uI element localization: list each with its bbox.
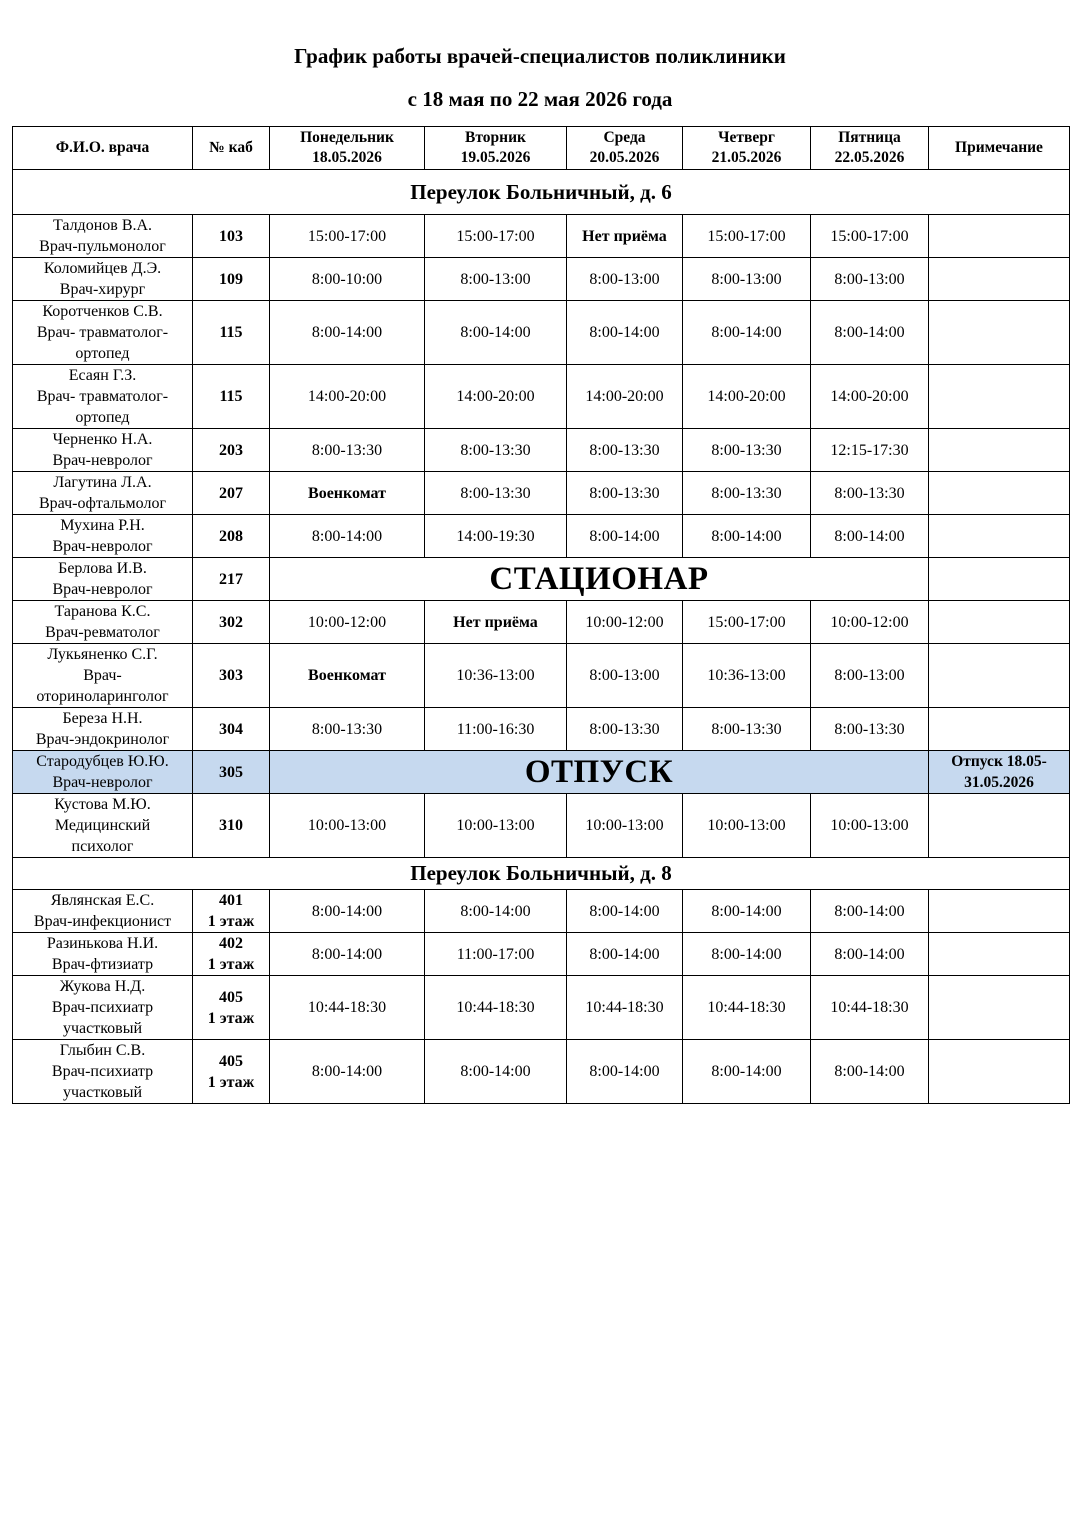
day-schedule-cell: 8:00-13:00 bbox=[567, 258, 683, 301]
day-schedule-cell: 10:36-13:00 bbox=[683, 644, 811, 708]
table-row bbox=[13, 976, 1070, 1040]
room-cell: 303 bbox=[193, 644, 270, 708]
day-schedule-cell: 15:00-17:00 bbox=[683, 601, 811, 644]
day-schedule-cell: 8:00-14:00 bbox=[425, 890, 567, 933]
doctor-name-cell: Разинькова Н.И. Врач-фтизиатр bbox=[13, 933, 193, 976]
day-schedule-cell: 15:00-17:00 bbox=[683, 215, 811, 258]
note-cell bbox=[929, 472, 1070, 515]
header-row bbox=[13, 127, 1070, 170]
day-schedule-cell: 8:00-14:00 bbox=[270, 1040, 425, 1104]
header-room: № каб bbox=[193, 127, 270, 170]
header-day: Четверг 21.05.2026 bbox=[683, 127, 811, 170]
day-schedule-cell: 11:00-17:00 bbox=[425, 933, 567, 976]
day-schedule-cell: 8:00-14:00 bbox=[425, 1040, 567, 1104]
day-schedule-cell: 8:00-10:00 bbox=[270, 258, 425, 301]
room-cell: 310 bbox=[193, 794, 270, 858]
day-schedule-cell: 8:00-14:00 bbox=[567, 515, 683, 558]
room-cell: 304 bbox=[193, 708, 270, 751]
day-schedule-cell: 8:00-14:00 bbox=[567, 933, 683, 976]
table-row bbox=[13, 301, 1070, 365]
room-cell: 207 bbox=[193, 472, 270, 515]
day-schedule-cell: Нет приёма bbox=[567, 215, 683, 258]
room-cell: 217 bbox=[193, 558, 270, 601]
day-schedule-cell: Военкомат bbox=[270, 644, 425, 708]
section-title: Переулок Больничный, д. 8 bbox=[13, 858, 1070, 890]
day-schedule-cell: 8:00-14:00 bbox=[270, 890, 425, 933]
day-schedule-cell: 8:00-13:30 bbox=[425, 429, 567, 472]
day-schedule-cell: 14:00-20:00 bbox=[425, 365, 567, 429]
day-schedule-cell: 8:00-14:00 bbox=[683, 515, 811, 558]
table-row bbox=[13, 558, 1070, 601]
section-header-row bbox=[13, 170, 1070, 215]
doctor-name-cell: Есаян Г.З. Врач- травматолог- ортопед bbox=[13, 365, 193, 429]
room-cell: 405 1 этаж bbox=[193, 1040, 270, 1104]
day-schedule-cell: 8:00-14:00 bbox=[683, 301, 811, 365]
day-schedule-cell: 14:00-20:00 bbox=[567, 365, 683, 429]
room-cell: 305 bbox=[193, 751, 270, 794]
header-day: Понедельник 18.05.2026 bbox=[270, 127, 425, 170]
day-schedule-cell: 8:00-14:00 bbox=[270, 933, 425, 976]
day-schedule-cell: 10:00-13:00 bbox=[683, 794, 811, 858]
day-schedule-cell: 10:44-18:30 bbox=[683, 976, 811, 1040]
day-schedule-cell: 14:00-20:00 bbox=[811, 365, 929, 429]
day-schedule-cell: 8:00-13:30 bbox=[425, 472, 567, 515]
day-schedule-cell: 15:00-17:00 bbox=[270, 215, 425, 258]
day-schedule-cell: 8:00-14:00 bbox=[683, 933, 811, 976]
day-schedule-cell: 12:15-17:30 bbox=[811, 429, 929, 472]
day-schedule-cell: 8:00-14:00 bbox=[683, 1040, 811, 1104]
day-schedule-cell: 8:00-14:00 bbox=[811, 301, 929, 365]
merged-status-cell: СТАЦИОНАР bbox=[270, 558, 929, 601]
table-row bbox=[13, 365, 1070, 429]
table-row bbox=[13, 794, 1070, 858]
note-cell bbox=[929, 215, 1070, 258]
note-cell bbox=[929, 365, 1070, 429]
note-cell bbox=[929, 708, 1070, 751]
day-schedule-cell: 8:00-14:00 bbox=[811, 933, 929, 976]
doctor-name-cell: Коротченков С.В. Врач- травматолог- ортопед bbox=[13, 301, 193, 365]
room-cell: 109 bbox=[193, 258, 270, 301]
table-row bbox=[13, 258, 1070, 301]
header-day: Пятница 22.05.2026 bbox=[811, 127, 929, 170]
day-schedule-cell: 10:00-12:00 bbox=[811, 601, 929, 644]
table-row bbox=[13, 933, 1070, 976]
day-schedule-cell: 8:00-14:00 bbox=[567, 301, 683, 365]
section-title: Переулок Больничный, д. 6 bbox=[13, 170, 1070, 215]
doctor-name-cell: Таранова К.С. Врач-ревматолог bbox=[13, 601, 193, 644]
day-schedule-cell: 8:00-14:00 bbox=[270, 301, 425, 365]
doctor-name-cell: Коломийцев Д.Э. Врач-хирург bbox=[13, 258, 193, 301]
note-cell bbox=[929, 601, 1070, 644]
day-schedule-cell: 10:00-12:00 bbox=[270, 601, 425, 644]
doctor-name-cell: Являнская Е.С. Врач-инфекционист bbox=[13, 890, 193, 933]
note-cell bbox=[929, 558, 1070, 601]
table-row bbox=[13, 601, 1070, 644]
table-row bbox=[13, 215, 1070, 258]
doctor-name-cell: Черненко Н.А. Врач-невролог bbox=[13, 429, 193, 472]
note-cell bbox=[929, 429, 1070, 472]
note-cell bbox=[929, 644, 1070, 708]
table-row bbox=[13, 515, 1070, 558]
day-schedule-cell: 8:00-14:00 bbox=[425, 301, 567, 365]
day-schedule-cell: 15:00-17:00 bbox=[811, 215, 929, 258]
day-schedule-cell: 8:00-13:00 bbox=[425, 258, 567, 301]
doctor-name-cell: Стародубцев Ю.Ю. Врач-невролог bbox=[13, 751, 193, 794]
note-cell bbox=[929, 794, 1070, 858]
room-cell: 401 1 этаж bbox=[193, 890, 270, 933]
doctor-name-cell: Кустова М.Ю. Медицинский психолог bbox=[13, 794, 193, 858]
room-cell: 103 bbox=[193, 215, 270, 258]
day-schedule-cell: 8:00-13:30 bbox=[270, 708, 425, 751]
day-schedule-cell: 10:00-12:00 bbox=[567, 601, 683, 644]
doctor-name-cell: Берлова И.В. Врач-невролог bbox=[13, 558, 193, 601]
note-cell: Отпуск 18.05-31.05.2026 bbox=[929, 751, 1070, 794]
day-schedule-cell: 8:00-13:00 bbox=[811, 644, 929, 708]
doctor-name-cell: Лагутина Л.А. Врач-офтальмолог bbox=[13, 472, 193, 515]
day-schedule-cell: 8:00-13:30 bbox=[683, 429, 811, 472]
table-row bbox=[13, 472, 1070, 515]
day-schedule-cell: 10:00-13:00 bbox=[811, 794, 929, 858]
day-schedule-cell: 8:00-13:00 bbox=[811, 258, 929, 301]
doctor-name-cell: Береза Н.Н. Врач-эндокринолог bbox=[13, 708, 193, 751]
day-schedule-cell: 8:00-13:30 bbox=[567, 708, 683, 751]
room-cell: 208 bbox=[193, 515, 270, 558]
room-cell: 203 bbox=[193, 429, 270, 472]
day-schedule-cell: 8:00-14:00 bbox=[683, 890, 811, 933]
table-row bbox=[13, 708, 1070, 751]
day-schedule-cell: 10:44-18:30 bbox=[567, 976, 683, 1040]
day-schedule-cell: 10:00-13:00 bbox=[425, 794, 567, 858]
table-row bbox=[13, 644, 1070, 708]
day-schedule-cell: 8:00-14:00 bbox=[811, 1040, 929, 1104]
day-schedule-cell: 10:00-13:00 bbox=[567, 794, 683, 858]
day-schedule-cell: Военкомат bbox=[270, 472, 425, 515]
note-cell bbox=[929, 976, 1070, 1040]
day-schedule-cell: 14:00-20:00 bbox=[683, 365, 811, 429]
day-schedule-cell: 8:00-14:00 bbox=[567, 890, 683, 933]
day-schedule-cell: 8:00-13:30 bbox=[567, 429, 683, 472]
day-schedule-cell: 10:36-13:00 bbox=[425, 644, 567, 708]
day-schedule-cell: 8:00-13:00 bbox=[683, 258, 811, 301]
doctor-name-cell: Талдонов В.А. Врач-пульмонолог bbox=[13, 215, 193, 258]
note-cell bbox=[929, 515, 1070, 558]
section-header-row bbox=[13, 858, 1070, 890]
day-schedule-cell: 8:00-13:30 bbox=[683, 472, 811, 515]
page-title: График работы врачей-специалистов поликлиники bbox=[294, 44, 786, 68]
day-schedule-cell: 8:00-13:30 bbox=[811, 708, 929, 751]
table-row bbox=[13, 429, 1070, 472]
day-schedule-cell: 10:44-18:30 bbox=[270, 976, 425, 1040]
header-day: Вторник 19.05.2026 bbox=[425, 127, 567, 170]
day-schedule-cell: 8:00-13:30 bbox=[270, 429, 425, 472]
header-name: Ф.И.О. врача bbox=[13, 127, 193, 170]
day-schedule-cell: 14:00-19:30 bbox=[425, 515, 567, 558]
table-row bbox=[13, 751, 1070, 794]
room-cell: 405 1 этаж bbox=[193, 976, 270, 1040]
day-schedule-cell: 10:44-18:30 bbox=[811, 976, 929, 1040]
doctor-name-cell: Жукова Н.Д. Врач-психиатр участковый bbox=[13, 976, 193, 1040]
room-cell: 115 bbox=[193, 301, 270, 365]
schedule-table bbox=[12, 126, 1070, 1104]
day-schedule-cell: 8:00-13:00 bbox=[567, 644, 683, 708]
doctor-name-cell: Мухина Р.Н. Врач-невролог bbox=[13, 515, 193, 558]
note-cell bbox=[929, 258, 1070, 301]
table-row bbox=[13, 890, 1070, 933]
day-schedule-cell: 8:00-13:30 bbox=[683, 708, 811, 751]
day-schedule-cell: 14:00-20:00 bbox=[270, 365, 425, 429]
day-schedule-cell: 8:00-14:00 bbox=[811, 515, 929, 558]
day-schedule-cell: Нет приёма bbox=[425, 601, 567, 644]
day-schedule-cell: 10:00-13:00 bbox=[270, 794, 425, 858]
day-schedule-cell: 8:00-14:00 bbox=[567, 1040, 683, 1104]
note-cell bbox=[929, 1040, 1070, 1104]
header-note: Примечание bbox=[929, 127, 1070, 170]
day-schedule-cell: 15:00-17:00 bbox=[425, 215, 567, 258]
merged-status-cell: ОТПУСК bbox=[270, 751, 929, 794]
room-cell: 115 bbox=[193, 365, 270, 429]
day-schedule-cell: 8:00-13:30 bbox=[811, 472, 929, 515]
day-schedule-cell: 8:00-13:30 bbox=[567, 472, 683, 515]
day-schedule-cell: 8:00-14:00 bbox=[270, 515, 425, 558]
note-cell bbox=[929, 933, 1070, 976]
day-schedule-cell: 8:00-14:00 bbox=[811, 890, 929, 933]
day-schedule-cell: 10:44-18:30 bbox=[425, 976, 567, 1040]
doctor-name-cell: Лукьяненко С.Г. Врач- оториноларинголог bbox=[13, 644, 193, 708]
page-subtitle: с 18 мая по 22 мая 2026 года bbox=[407, 87, 673, 111]
table-row bbox=[13, 1040, 1070, 1104]
day-schedule-cell: 11:00-16:30 bbox=[425, 708, 567, 751]
note-cell bbox=[929, 301, 1070, 365]
room-cell: 302 bbox=[193, 601, 270, 644]
schedule-body bbox=[13, 170, 1070, 1104]
header-day: Среда 20.05.2026 bbox=[567, 127, 683, 170]
note-cell bbox=[929, 890, 1070, 933]
room-cell: 402 1 этаж bbox=[193, 933, 270, 976]
doctor-name-cell: Глыбин С.В. Врач-психиатр участковый bbox=[13, 1040, 193, 1104]
